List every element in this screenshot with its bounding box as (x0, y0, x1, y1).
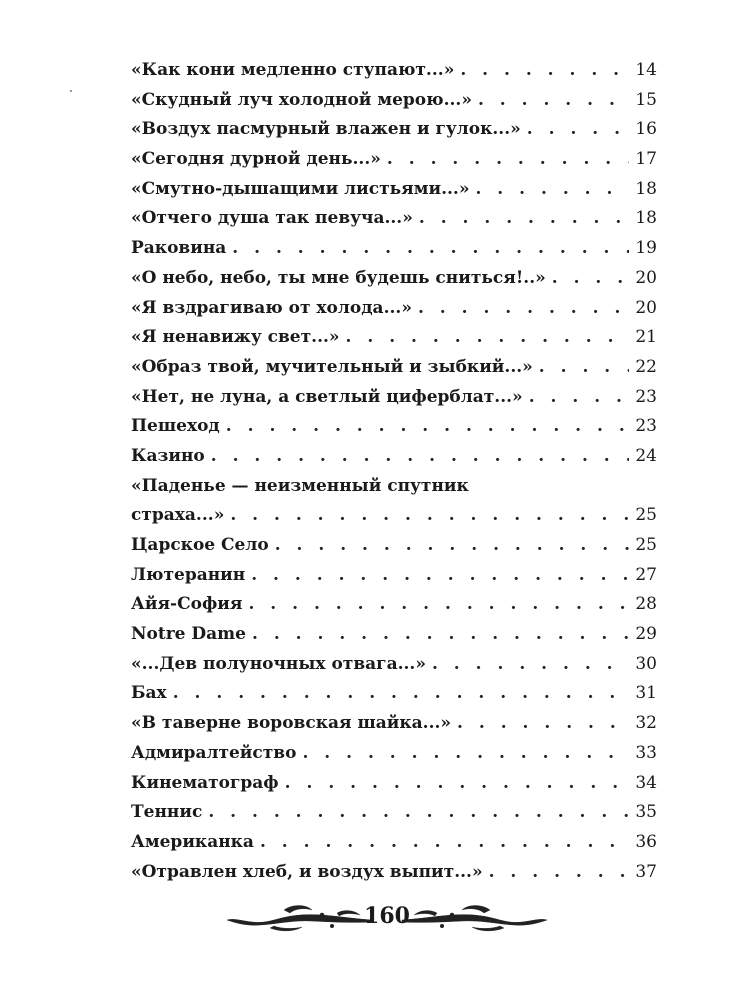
dot-leader (489, 858, 629, 888)
toc-entry-two-line (131, 472, 657, 531)
toc-title: Раковина (131, 238, 227, 259)
toc-entry (131, 264, 657, 294)
toc-title: Казино (131, 445, 205, 466)
toc-title: «Воздух пасмурный влажен и гулок...» (131, 119, 521, 140)
toc-page: 33 (635, 742, 657, 763)
toc-page: 25 (635, 535, 657, 555)
dot-leader (275, 531, 629, 561)
toc-entry (131, 858, 657, 888)
toc-title: Лютеранин (131, 564, 246, 585)
dot-leader (302, 739, 629, 769)
dot-leader (230, 501, 629, 531)
toc-entry (131, 650, 657, 680)
toc-entry (131, 828, 657, 858)
toc-title: «...Дев полуночных отвага...» (131, 653, 426, 674)
dot-leader (529, 383, 629, 413)
dot-leader (285, 769, 629, 799)
toc-title-line2: страха...» (131, 505, 225, 526)
toc-title: Бах (131, 683, 167, 704)
dot-leader (251, 561, 629, 591)
toc-title: Айя-София (131, 594, 243, 615)
toc-title: «В таверне воровская шайка...» (131, 713, 452, 734)
toc-page: 34 (635, 772, 657, 793)
toc-page: 25 (635, 505, 657, 526)
toc-entry (131, 56, 657, 86)
toc-entry (131, 353, 657, 383)
toc-page: 17 (635, 149, 657, 170)
toc-title: «Как кони медленно ступают...» (131, 60, 455, 80)
toc-page: 18 (635, 178, 657, 199)
toc-entry (131, 175, 657, 205)
toc-title: «Отравлен хлеб, и воздух выпит...» (131, 861, 483, 882)
dot-leader (457, 709, 629, 739)
toc-page: 32 (635, 713, 657, 734)
toc-entry (131, 442, 657, 472)
toc-page: 23 (635, 386, 657, 407)
toc-page: 35 (635, 802, 657, 823)
toc-page: 31 (635, 683, 657, 704)
toc-page: 28 (635, 594, 657, 615)
toc-entry (131, 412, 657, 442)
table-of-contents (131, 56, 657, 887)
toc-title: «Нет, не луна, а светлый циферблат...» (131, 386, 523, 407)
toc-title: Пешеход (131, 416, 220, 437)
dot-leader (475, 175, 629, 205)
dot-leader (173, 679, 629, 709)
toc-page: 30 (635, 653, 657, 674)
dot-leader (460, 56, 629, 86)
toc-entry (131, 739, 657, 769)
toc-title: «Образ твой, мучительный и зыбкий...» (131, 356, 533, 377)
toc-title: «Скудный луч холодной мерою...» (131, 89, 472, 110)
toc-title: «Отчего душа так певуча...» (131, 208, 413, 229)
toc-page: 37 (635, 861, 657, 882)
toc-entry (131, 234, 657, 264)
toc-entry (131, 798, 657, 828)
toc-entry (131, 204, 657, 234)
dot-leader (419, 204, 629, 234)
page-number: 160 (364, 903, 410, 929)
toc-title: Адмиралтейство (131, 742, 297, 763)
toc-entry (131, 383, 657, 413)
toc-title: Notre Dame (131, 624, 246, 645)
toc-entry-continuation (131, 501, 657, 531)
dot-leader (527, 115, 629, 145)
toc-page: 22 (635, 356, 657, 377)
dot-leader (252, 620, 629, 650)
toc-entry (131, 769, 657, 799)
dot-leader (211, 442, 629, 472)
toc-page: 20 (635, 297, 657, 318)
dot-leader (432, 650, 629, 680)
toc-entry (131, 679, 657, 709)
stray-mark (70, 90, 72, 92)
toc-entry (131, 145, 657, 175)
toc-title: «Я вздрагиваю от холода...» (131, 297, 412, 318)
toc-entry (131, 590, 657, 620)
dot-leader (226, 412, 629, 442)
dot-leader (539, 353, 629, 383)
toc-page: 36 (635, 831, 657, 852)
toc-entry (131, 561, 657, 591)
dot-leader (260, 828, 629, 858)
toc-page: 21 (635, 327, 657, 348)
toc-page: 27 (635, 564, 657, 585)
toc-title: «О небо, небо, ты мне будешь сниться!..» (131, 267, 546, 288)
dot-leader (478, 86, 629, 116)
toc-title: «Я ненавижу свет...» (131, 327, 340, 348)
toc-page: 23 (635, 416, 657, 437)
toc-page: 20 (635, 267, 657, 288)
dot-leader (418, 294, 629, 324)
toc-page: 15 (635, 89, 657, 110)
toc-title: Теннис (131, 802, 203, 823)
toc-entry (131, 294, 657, 324)
toc-title-line1: «Паденье — неизменный спутник (131, 475, 469, 496)
toc-page: 14 (635, 60, 657, 80)
toc-entry (131, 86, 657, 116)
dot-leader (208, 798, 629, 828)
toc-entry (131, 709, 657, 739)
dot-leader (387, 145, 629, 175)
dot-leader (346, 323, 629, 353)
toc-title: «Смутно-дышащими листьями...» (131, 178, 470, 199)
dot-leader (232, 234, 629, 264)
toc-title: Царское Село (131, 535, 269, 555)
toc-title: «Сегодня дурной день...» (131, 149, 381, 170)
toc-entry (131, 531, 657, 561)
toc-title: Кинематограф (131, 772, 279, 793)
toc-entry (131, 323, 657, 353)
toc-title: Американка (131, 831, 254, 852)
dot-leader (248, 590, 629, 620)
toc-entry (131, 620, 657, 650)
dot-leader (552, 264, 629, 294)
toc-page: 24 (635, 445, 657, 466)
toc-page: 18 (635, 208, 657, 229)
page-footer (222, 898, 552, 938)
toc-page: 19 (635, 238, 657, 259)
toc-page: 29 (635, 624, 657, 645)
toc-entry (131, 115, 657, 145)
toc-page: 16 (635, 119, 657, 140)
